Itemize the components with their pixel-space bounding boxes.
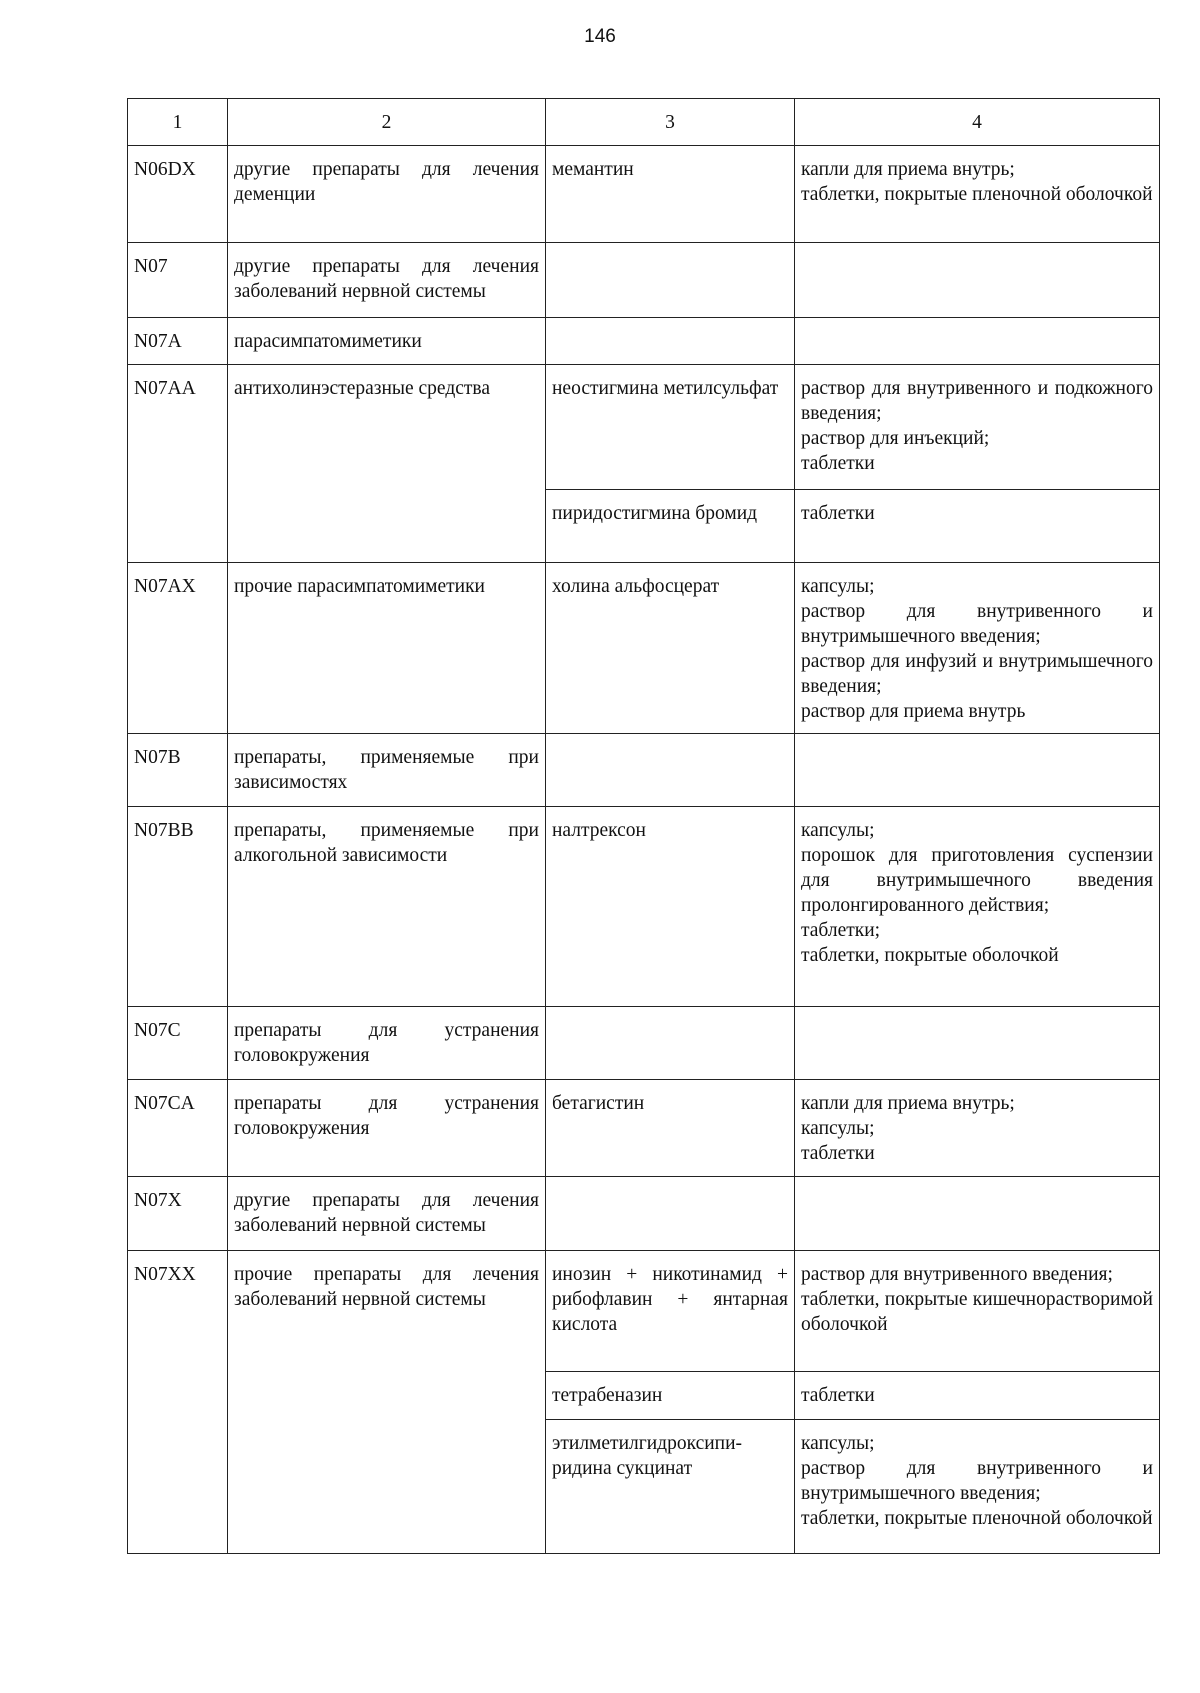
dosage-form: капсулы; [801, 820, 875, 841]
dosage-form: таблетки, покрытые пленочной оболочкой [801, 184, 1153, 205]
dosage-form: раствор для внутривенного и внутримышечного введения; [801, 1458, 1153, 1504]
dosage-forms [795, 146, 1160, 243]
table-row [128, 318, 1160, 365]
drug-name [546, 1177, 795, 1251]
dosage-form: таблетки, покрытые кишечнорастворимой оболочкой [801, 1289, 1153, 1335]
dosage-forms [795, 807, 1160, 1007]
group-name: другие препараты для лечения заболеваний нервной системы [228, 243, 546, 318]
table-row [128, 1080, 1160, 1177]
atc-code: N07AX [128, 563, 228, 734]
table-row [128, 734, 1160, 807]
drug-name [546, 1007, 795, 1080]
dosage-form: таблетки [801, 1385, 875, 1406]
drug-name [546, 734, 795, 807]
atc-code: N07AA [128, 365, 228, 563]
drug-name: этилметилгидроксипи-ридина сукцинат [546, 1420, 795, 1554]
dosage-form: таблетки [801, 1143, 875, 1164]
dosage-form: таблетки, покрытые пленочной оболочкой [801, 1508, 1153, 1529]
table-row [128, 563, 1160, 734]
drug-name: тетрабеназин [546, 1372, 795, 1420]
table-row [128, 365, 1160, 490]
dosage-form: таблетки; [801, 920, 881, 941]
dosage-form: капли для приема внутрь; [801, 1093, 1015, 1114]
dosage-form: раствор для внутривенного и подкожного введения; [801, 378, 1153, 424]
column-header: 4 [795, 99, 1160, 146]
drug-name: бетагистин [546, 1080, 795, 1177]
dosage-forms [795, 1177, 1160, 1251]
group-name: прочие препараты для лечения заболеваний нервной системы [228, 1251, 546, 1554]
group-name: другие препараты для лечения деменции [228, 146, 546, 243]
dosage-form: таблетки, покрытые оболочкой [801, 945, 1059, 966]
group-name: прочие парасимпатомиметики [228, 563, 546, 734]
dosage-forms [795, 365, 1160, 490]
drug-name: мемантин [546, 146, 795, 243]
drug-table [127, 98, 1160, 1554]
dosage-forms [795, 734, 1160, 807]
table-row [128, 1007, 1160, 1080]
dosage-form: капли для приема внутрь; [801, 159, 1015, 180]
table-row [128, 243, 1160, 318]
dosage-form: раствор для приема внутрь [801, 701, 1026, 722]
dosage-form: таблетки [801, 453, 875, 474]
group-name: препараты для устранения головокружения [228, 1007, 546, 1080]
table-row [128, 1251, 1160, 1372]
dosage-forms [795, 563, 1160, 734]
table-row [128, 807, 1160, 1007]
page-number: 146 [584, 26, 616, 47]
dosage-forms [795, 1251, 1160, 1372]
dosage-form: раствор для инъекций; [801, 428, 990, 449]
drug-name: неостигмина метилсульфат [546, 365, 795, 490]
atc-code: N07B [128, 734, 228, 807]
drug-name: холина альфосцерат [546, 563, 795, 734]
drug-name: пиридостигмина бромид [546, 490, 795, 563]
dosage-forms [795, 1007, 1160, 1080]
table-row [128, 146, 1160, 243]
dosage-form: капсулы; [801, 1433, 875, 1454]
group-name: препараты для устранения головокружения [228, 1080, 546, 1177]
dosage-forms [795, 318, 1160, 365]
atc-code: N07 [128, 243, 228, 318]
dosage-form: раствор для инфузий и внутримышечного введения; [801, 651, 1153, 697]
dosage-forms [795, 243, 1160, 318]
dosage-form: порошок для приготовления суспензии для внутримышечного введения пролонгированного действия; [801, 845, 1153, 916]
atc-code: N07A [128, 318, 228, 365]
dosage-forms [795, 1080, 1160, 1177]
atc-code: N07X [128, 1177, 228, 1251]
dosage-forms [795, 490, 1160, 563]
dosage-form: таблетки [801, 503, 875, 524]
drug-name [546, 243, 795, 318]
atc-code: N07XX [128, 1251, 228, 1554]
atc-code: N07CA [128, 1080, 228, 1177]
drug-name: налтрексон [546, 807, 795, 1007]
dosage-form: раствор для внутривенного и внутримышечного введения; [801, 601, 1153, 647]
column-header: 3 [546, 99, 795, 146]
dosage-form: раствор для внутривенного введения; [801, 1264, 1113, 1285]
table-row [128, 1177, 1160, 1251]
dosage-forms [795, 1372, 1160, 1420]
group-name: другие препараты для лечения заболеваний нервной системы [228, 1177, 546, 1251]
dosage-form: капсулы; [801, 576, 875, 597]
group-name: парасимпатомиметики [228, 318, 546, 365]
atc-code: N07C [128, 1007, 228, 1080]
group-name: препараты, применяемые при алкогольной зависимости [228, 807, 546, 1007]
atc-code: N07BB [128, 807, 228, 1007]
table-header-row [128, 99, 1160, 146]
dosage-forms [795, 1420, 1160, 1554]
atc-code: N06DX [128, 146, 228, 243]
drug-name: инозин + никотинамид + рибофлавин + янтарная кислота [546, 1251, 795, 1372]
group-name: антихолинэстеразные средства [228, 365, 546, 563]
column-header: 2 [228, 99, 546, 146]
dosage-form: капсулы; [801, 1118, 875, 1139]
group-name: препараты, применяемые при зависимостях [228, 734, 546, 807]
column-header: 1 [128, 99, 228, 146]
drug-name [546, 318, 795, 365]
